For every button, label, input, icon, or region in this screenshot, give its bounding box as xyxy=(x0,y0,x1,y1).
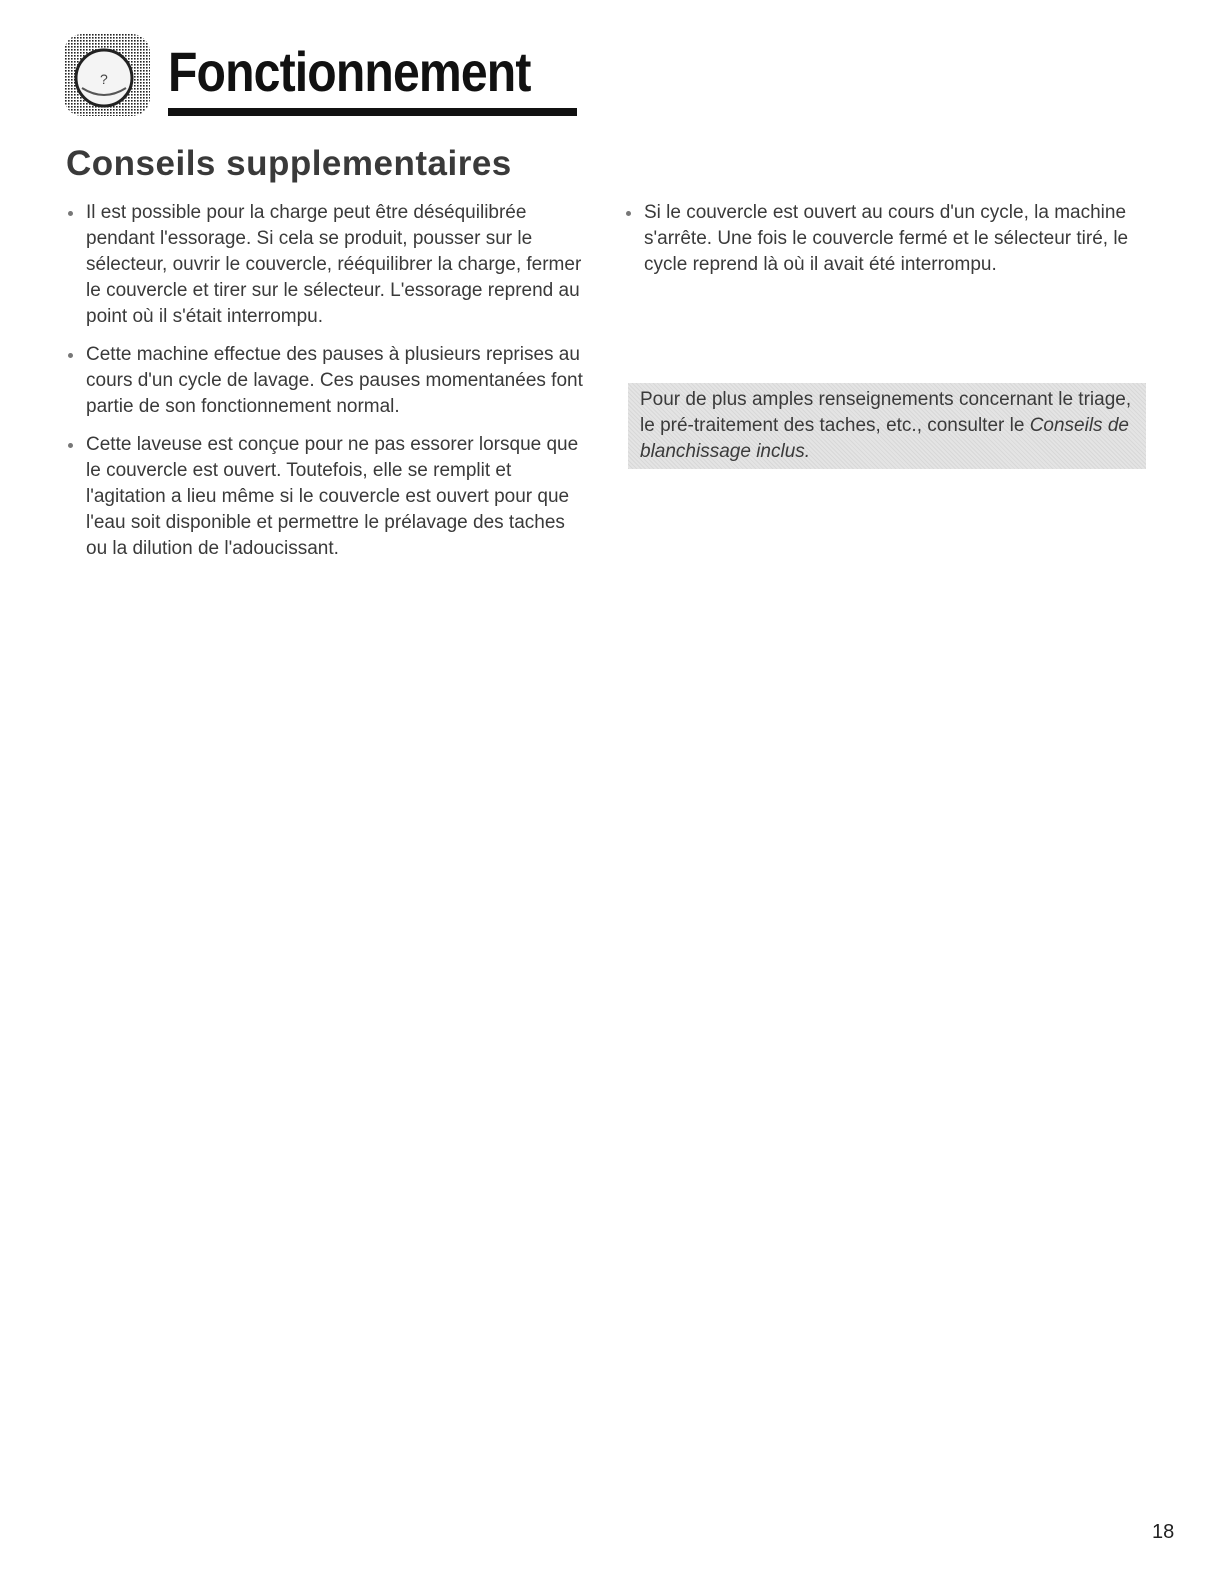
page-header xyxy=(62,28,531,124)
page-number: 18 xyxy=(1152,1521,1175,1543)
list-item-text: Cette laveuse est conçue pour ne pas essorer lorsque que le couvercle est ouvert. Toutefois, elle se remplit et l'agitation a lieu même si le couvercle est ouvert pour que l'eau soit disponible et permettre le prélavage des taches ou la dilution de l'adoucissant. xyxy=(86,434,579,559)
list-item-text: Si le couvercle est ouvert au cours d'un cycle, la machine s'arrête. Une fois le couvercle fermé et le sélecteur tiré, le cycle reprend là où il avait été interrompu. xyxy=(644,202,1129,275)
list-item xyxy=(66,432,586,562)
bullet-icon xyxy=(68,443,73,448)
list-item xyxy=(66,200,586,330)
left-bullet-list xyxy=(66,200,586,562)
svg-text:?: ? xyxy=(100,71,108,87)
list-item-text: Cette machine effectue des pauses à plusieurs reprises au cours d'un cycle de lavage. Ces pauses momentanées font partie de son fonctionnement normal. xyxy=(86,344,583,417)
bullet-icon xyxy=(626,211,631,216)
right-column xyxy=(624,200,1154,290)
note-text: Pour de plus amples renseignements concernant le triage, le pré-traitement des taches, etc., consulter le xyxy=(640,389,1132,436)
bullet-icon xyxy=(68,353,73,358)
list-item xyxy=(66,342,586,420)
title-underline xyxy=(168,108,577,116)
info-note-box xyxy=(628,383,1146,469)
right-bullet-list xyxy=(624,200,1154,278)
bullet-icon xyxy=(68,211,73,216)
section-title: Conseils supplementaires xyxy=(66,144,512,183)
washer-lid-icon xyxy=(62,28,154,120)
page-title: Fonctionnement xyxy=(168,40,531,103)
left-column xyxy=(66,200,586,574)
list-item xyxy=(624,200,1154,278)
note-reference: Conseils de blanchissage inclus. xyxy=(640,415,1129,462)
list-item-text: Il est possible pour la charge peut être déséquilibrée pendant l'essorage. Si cela se produit, pousser sur le sélecteur, ouvrir le couvercle, rééquilibrer la charge, fermer le couvercle et tirer sur le sélecteur. L'essorage reprend au point où il s'était interrompu. xyxy=(86,202,582,327)
